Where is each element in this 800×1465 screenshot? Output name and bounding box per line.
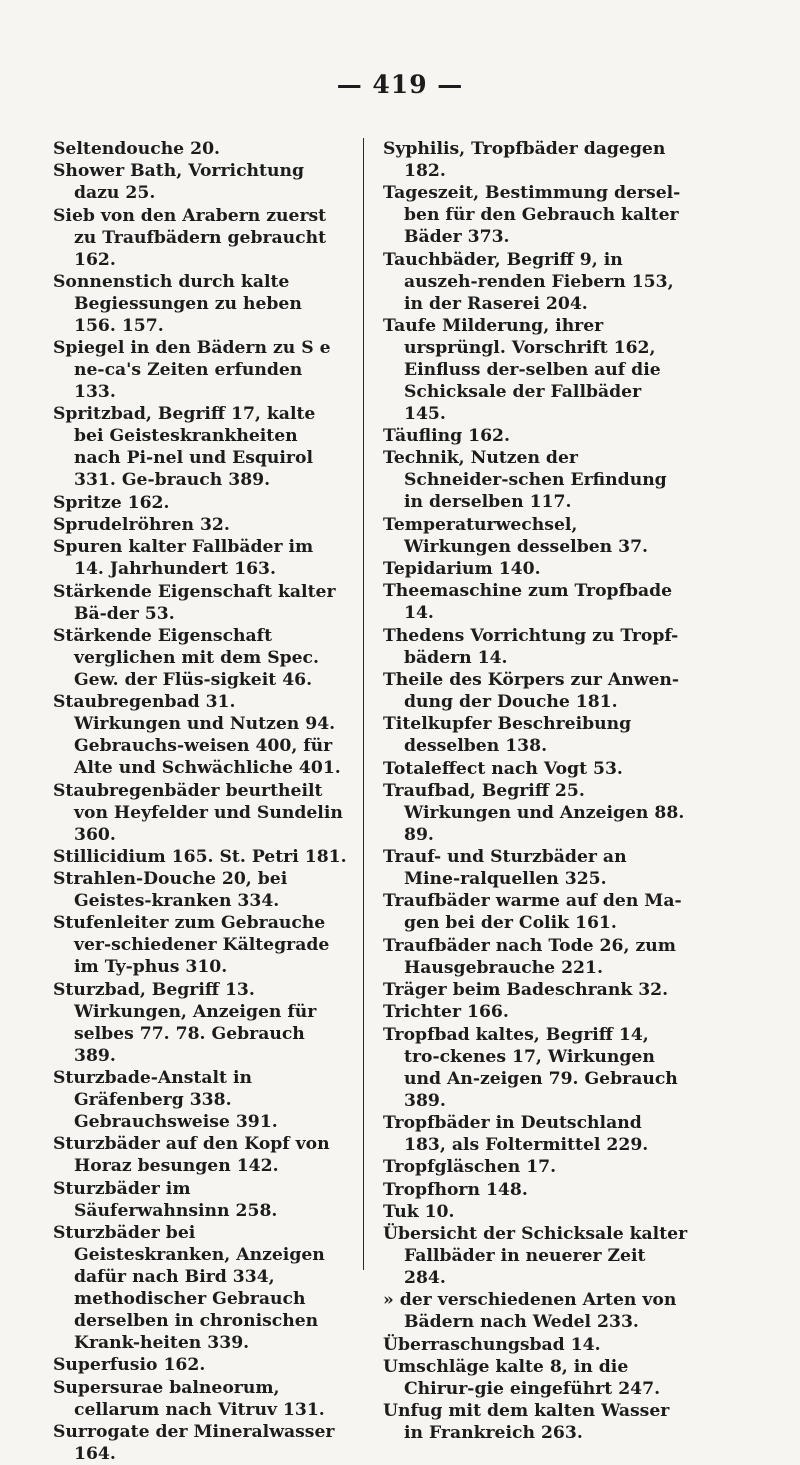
index-entry: Sprudelröhren 32.	[53, 515, 230, 536]
index-entry: Umschläge kalte 8, in die Chirur-gie eingeführt 247.	[383, 1357, 661, 1400]
index-entry: Strahlen-Douche 20, bei Geistes-kranken 334.	[53, 869, 288, 912]
index-entry: Seltendouche 20.	[53, 139, 221, 159]
index-entry: Spuren kalter Fallbäder im 14. Jahrhundert 163.	[53, 537, 314, 580]
index-entry: Traufbäder warme auf den Ma-gen bei der Colik 161.	[383, 891, 682, 934]
index-entry: Sturzbäder auf den Kopf von Horaz besungen 142.	[53, 1134, 330, 1177]
index-entry: Superfusio 162.	[53, 1355, 206, 1376]
page-number: — 419 —	[336, 70, 464, 99]
index-entry: Syphilis, Tropfbäder dagegen 182.	[383, 139, 666, 181]
index-entry: Träger beim Badeschrank 32.	[383, 980, 669, 1001]
index-entry: Spritze 162.	[53, 492, 170, 513]
index-entry: Täufling 162.	[383, 426, 511, 447]
index-entry: Spritzbad, Begriff 17, kalte bei Geisteskrankheiten nach Pi-nel und Esquirol 331. Ge-brauch 389.	[53, 404, 316, 491]
index-entry: Temperaturwechsel, Wirkungen desselben 37.	[383, 514, 649, 557]
index-entry: Theile des Körpers zur Anwen-dung der Douche 181.	[383, 669, 680, 712]
index-entry: Thedens Vorrichtung zu Tropf-bädern 14.	[383, 625, 679, 668]
index-entry: Stillicidium 165. St. Petri 181.	[53, 846, 347, 867]
column-divider	[363, 138, 364, 1270]
index-entry: Tropfgläschen 17.	[383, 1157, 557, 1178]
index-entry: Tauchbäder, Begriff 9, in auszeh-renden Fiebern 153, in der Raserei 204.	[383, 249, 674, 314]
index-entry: Trichter 166.	[383, 1002, 509, 1023]
index-entry: Tropfhorn 148.	[383, 1179, 528, 1200]
index-entry: » der verschiedenen Arten von Bädern nach Wedel 233.	[383, 1290, 677, 1333]
index-entry: Staubregenbad 31. Wirkungen und Nutzen 94. Gebrauchs-weisen 400, für Alte und Schwächliche 401.	[53, 692, 341, 779]
index-entry: Sonnenstich durch kalte Begiessungen zu heben 156. 157.	[53, 271, 302, 336]
index-entry: Tageszeit, Bestimmung dersel-ben für den Gebrauch kalter Bäder 373.	[383, 183, 681, 248]
index-entry: Tepidarium 140.	[383, 559, 541, 580]
index-entry: Überraschungsbad 14.	[383, 1334, 601, 1355]
index-entry: Spiegel in den Bädern zu S e ne-ca's Zeiten erfunden 133.	[53, 338, 331, 403]
index-entry: Tropfbad kaltes, Begriff 14, tro-ckenes 17, Wirkungen und An-zeigen 79. Gebrauch 389.	[383, 1024, 678, 1111]
index-entry: Übersicht der Schicksale kalter Fallbäder in neuerer Zeit 284.	[383, 1224, 688, 1289]
index-entry: Surrogate der Mineralwasser 164.	[53, 1421, 335, 1464]
index-entry: Unfug mit dem kalten Wasser in Frankreich 263.	[383, 1401, 670, 1444]
index-entry: Sturzbäder im Säuferwahnsinn 258.	[53, 1178, 278, 1221]
index-entry: Taufe Milderung, ihrer ursprüngl. Vorschrift 162, Einfluss der-selben auf die Schicksale der Fallbäder 145.	[383, 315, 661, 424]
index-entry: Supersurae balneorum, cellarum nach Vitruv 131.	[53, 1377, 325, 1420]
index-entry: Trauf- und Sturzbäder an Mine-ralquellen 325.	[383, 847, 627, 890]
index-column-left	[53, 138, 348, 1465]
index-entry: Totaleffect nach Vogt 53.	[383, 758, 623, 779]
index-entry: Sturzbad, Begriff 13. Wirkungen, Anzeigen für selbes 77. 78. Gebrauch 389.	[53, 979, 317, 1066]
index-entry: Sturzbade-Anstalt in Gräfenberg 338. Gebrauchsweise 391.	[53, 1068, 278, 1133]
index-entry: Staubregenbäder beurtheilt von Heyfelder und Sundelin 360.	[53, 780, 343, 845]
index-entry: Traufbäder nach Tode 26, zum Hausgebrauche 221.	[383, 935, 676, 978]
index-entry: Sturzbäder bei Geisteskranken, Anzeigen dafür nach Bird 334, methodischer Gebrauch derselben in chronischen Krank-heiten 339.	[53, 1222, 325, 1353]
index-entry: Tuk 10.	[383, 1201, 455, 1222]
index-entry: Tropfbäder in Deutschland 183, als Foltermittel 229.	[383, 1112, 649, 1155]
index-entry: Traufbad, Begriff 25. Wirkungen und Anzeigen 88. 89.	[383, 780, 685, 845]
index-entry: Technik, Nutzen der Schneider-schen Erfindung in derselben 117.	[383, 448, 667, 513]
index-entry: Theemaschine zum Tropfbade 14.	[383, 581, 673, 624]
index-entry: Titelkupfer Beschreibung desselben 138.	[383, 714, 632, 757]
index-entry: Shower Bath, Vorrichtung dazu 25.	[53, 161, 304, 204]
index-entry: Stärkende Eigenschaft verglichen mit dem Spec. Gew. der Flüs-sigkeit 46.	[53, 625, 320, 690]
index-entry: Stärkende Eigenschaft kalter Bä-der 53.	[53, 581, 336, 624]
index-entry: Sieb von den Arabern zuerst zu Traufbädern gebraucht 162.	[53, 205, 327, 270]
index-column-right	[383, 138, 688, 1445]
index-entry: Stufenleiter zum Gebrauche ver-schiedener Kältegrade im Ty-phus 310.	[53, 913, 330, 978]
